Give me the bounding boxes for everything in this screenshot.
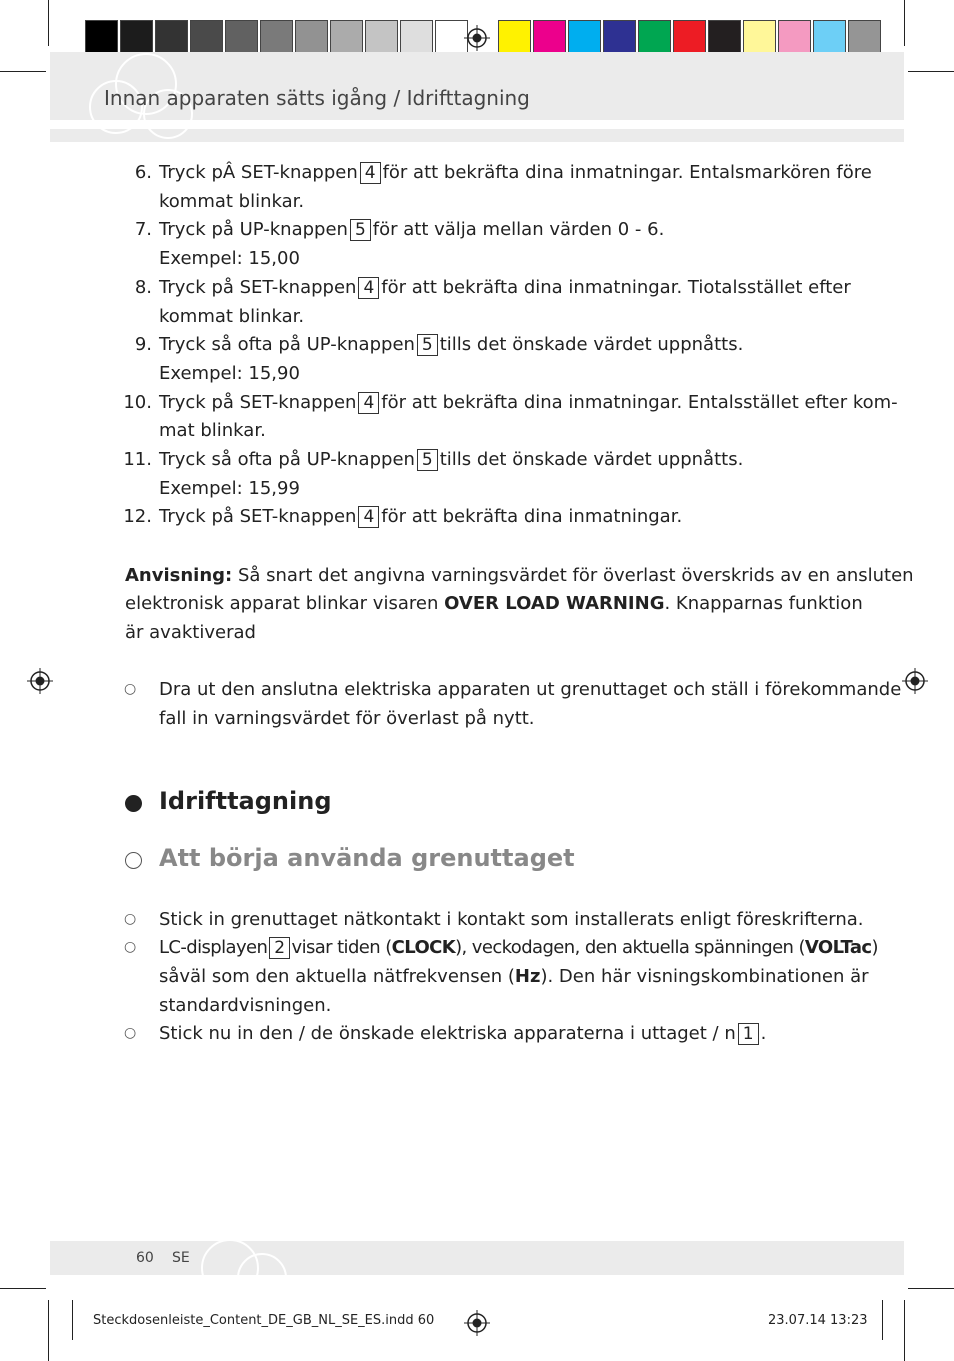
bullet-text: Stick nu in den / de önskade elektriska apparaterna i uttaget / n 1 . [159, 1023, 767, 1044]
step-text-continuation: kommat blinkar. [159, 190, 305, 212]
color-swatch [568, 20, 601, 54]
key-ref-box: 5 [350, 219, 371, 241]
bullet-text: Stick in grenuttaget nätkontakt i kontakt som installerats enligt föreskrifterna. [159, 909, 864, 930]
color-swatch [295, 20, 328, 54]
key-ref-box: 5 [417, 334, 438, 356]
running-header-title: Innan apparaten sätts igång / Idrifttagning [104, 86, 530, 110]
color-swatch [813, 20, 846, 54]
registration-mark-icon [902, 668, 928, 694]
language-code: SE [172, 1250, 190, 1266]
over-load-warning-label: OVER LOAD WARNING [444, 593, 665, 614]
step-number: 12. [123, 506, 152, 528]
color-swatch [330, 20, 363, 54]
crop-mark [904, 0, 905, 46]
step-text-continuation: Exempel: 15,90 [159, 362, 300, 384]
registration-mark-icon [27, 668, 53, 694]
key-ref-box: 5 [417, 449, 438, 471]
bullet-text: såväl som den aktuella nätfrekvensen (Hz). Den här visningskombinationen är [159, 966, 869, 987]
step-text: Tryck på SET-knappen 4 för att bekräfta dina inmatningar. Entalsstället efter kom- [159, 391, 898, 413]
cmyk-color-bar [498, 20, 883, 54]
color-swatch [365, 20, 398, 54]
open-bullet-icon [125, 852, 142, 869]
key-ref-box: 1 [738, 1023, 759, 1045]
subsection-heading: Att börja använda grenuttaget [159, 844, 575, 872]
color-swatch [190, 20, 223, 54]
bullet-circle-icon: ○ [124, 911, 137, 927]
crop-mark [48, 1300, 49, 1361]
color-swatch [85, 20, 118, 54]
step-number: 11. [123, 449, 152, 470]
step-text: Tryck så ofta på UP-knappen 5 tills det önskade värdet uppnåtts. [159, 334, 744, 356]
grayscale-color-bar [85, 20, 470, 54]
key-ref-box: 2 [269, 937, 289, 959]
crop-mark [0, 1288, 46, 1289]
step-text-continuation: mat blinkar. [159, 420, 266, 442]
color-swatch [533, 20, 566, 54]
step-text-continuation: Exempel: 15,99 [159, 477, 300, 499]
bullet-text: standardvisningen. [159, 995, 332, 1016]
decorative-circles-icon [190, 1228, 300, 1275]
step-text: Tryck på SET-knappen 4 för att bekräfta dina inmatningar. [159, 506, 683, 528]
bullet-circle-icon: ○ [124, 1025, 137, 1041]
color-swatch [743, 20, 776, 54]
bullet-text: LC-displayen 2 visar tiden (CLOCK), veckodagen, den aktuella spänningen (VOLTac) [159, 937, 878, 958]
bullet-circle-icon: ○ [124, 681, 137, 697]
crop-mark [882, 1300, 883, 1340]
color-swatch [400, 20, 433, 54]
color-swatch [225, 20, 258, 54]
step-text: Tryck så ofta på UP-knappen 5 tills det önskade värdet uppnåtts. [159, 449, 744, 470]
color-swatch [498, 20, 531, 54]
section-heading: Idrifttagning [159, 787, 332, 815]
step-text: Tryck på UP-knappen 5 för att välja mellan värden 0 - 6. [159, 219, 665, 241]
color-swatch [155, 20, 188, 54]
note-label: Anvisning: [125, 565, 233, 586]
color-swatch [708, 20, 741, 54]
color-swatch [673, 20, 706, 54]
note-paragraph-line3: är avaktiverad [125, 622, 256, 643]
crop-mark [904, 1300, 905, 1361]
color-swatch [120, 20, 153, 54]
page-number: 60 [136, 1250, 154, 1266]
crop-mark [0, 71, 46, 72]
crop-mark [48, 0, 49, 46]
color-swatch [260, 20, 293, 54]
step-text: Tryck pÂ SET-knappen 4 för att bekräfta dina inmatningar. Entalsmarkören före [159, 162, 872, 183]
color-swatch [603, 20, 636, 54]
step-text: Tryck på SET-knappen 4 för att bekräfta dina inmatningar. Tiotalsstället efter [159, 276, 851, 298]
color-swatch [778, 20, 811, 54]
step-number: 6. [134, 162, 152, 183]
color-swatch [848, 20, 881, 54]
filled-bullet-icon [125, 795, 142, 812]
key-ref-box: 4 [358, 277, 379, 299]
step-text-continuation: Exempel: 15,00 [159, 248, 300, 270]
date-slug: 23.07.14 13:23 [768, 1313, 868, 1328]
note-paragraph-line2: elektronisk apparat blinkar visaren OVER LOAD WARNING. Knapparnas funktion [125, 593, 863, 614]
registration-mark-icon [464, 25, 490, 51]
registration-mark-icon [464, 1310, 490, 1336]
step-text-continuation: kommat blinkar. [159, 305, 305, 327]
key-ref-box: 4 [358, 506, 379, 528]
crop-mark [908, 1288, 954, 1289]
step-number: 8. [134, 276, 152, 298]
step-number: 10. [123, 391, 152, 413]
bullet-text: Dra ut den anslutna elektriska apparaten ut grenuttaget och ställ i förekommande [159, 679, 902, 700]
crop-mark [908, 71, 954, 72]
bullet-text: fall in varningsvärdet för överlast på nytt. [159, 708, 535, 729]
step-number: 9. [134, 334, 152, 356]
crop-mark [72, 1300, 73, 1340]
key-ref-box: 4 [358, 392, 379, 414]
color-swatch [638, 20, 671, 54]
file-slug: Steckdosenleiste_Content_DE_GB_NL_SE_ES.indd 60 [93, 1313, 435, 1328]
bullet-circle-icon: ○ [124, 939, 137, 955]
step-number: 7. [134, 219, 152, 241]
note-paragraph: Anvisning: Så snart det angivna varningsvärdet för överlast överskrids av en ansluten [125, 565, 914, 586]
key-ref-box: 4 [360, 162, 381, 184]
